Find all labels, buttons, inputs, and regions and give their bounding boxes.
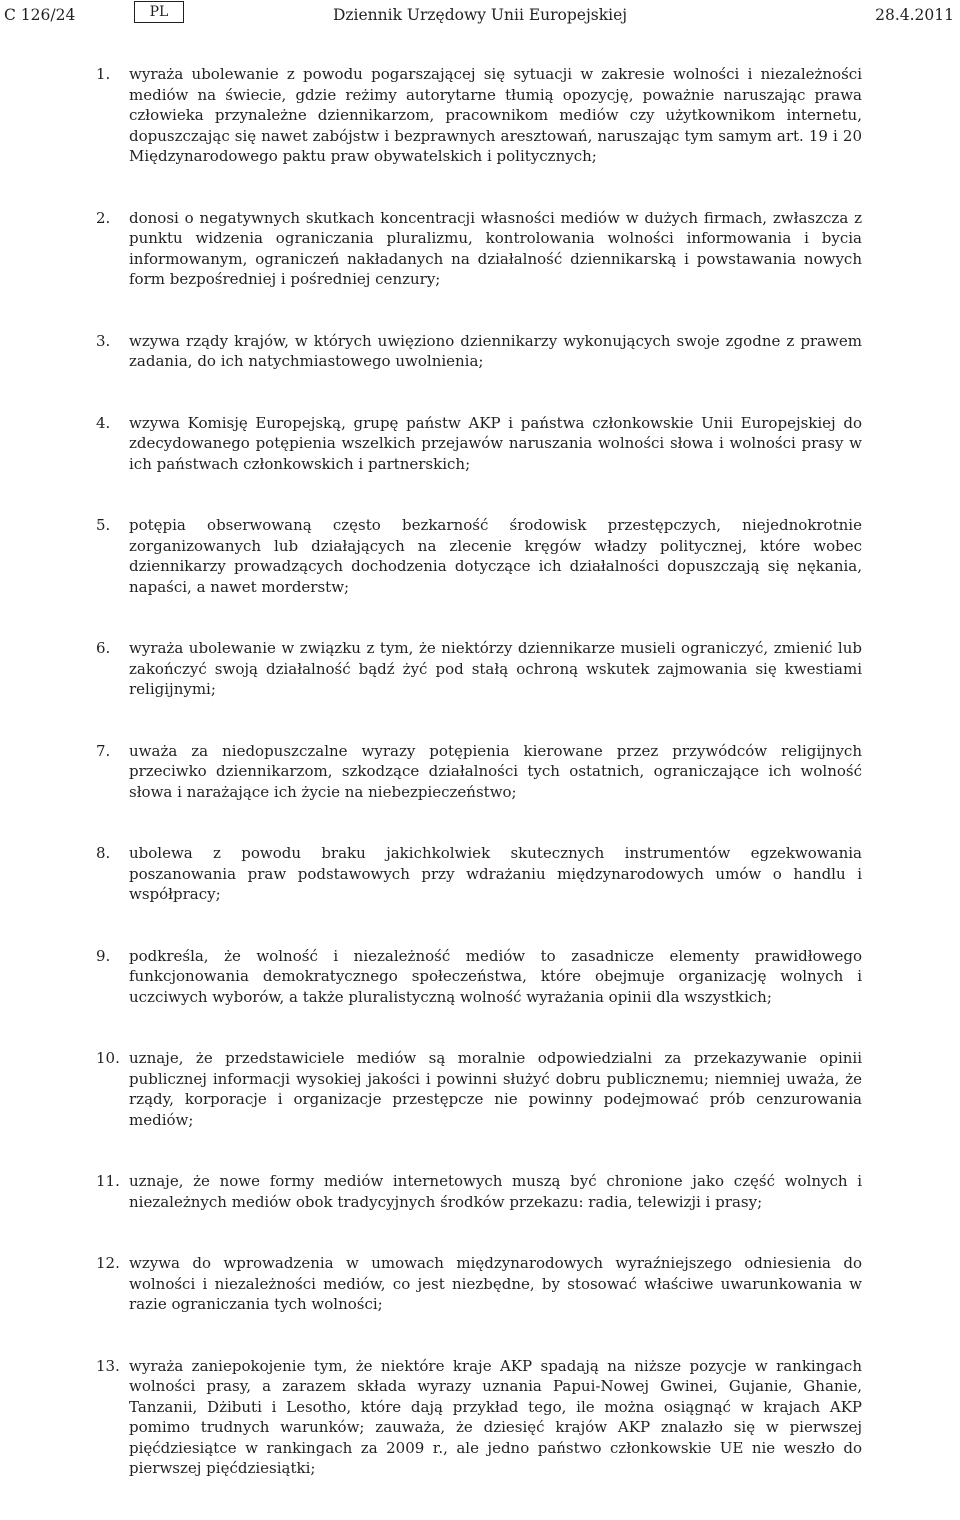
numbered-paragraph [96,1253,862,1315]
numbered-paragraph [96,638,862,700]
paragraph-text: wyraża ubolewanie z powodu pogarszającej się sytuacji w zakresie wolności i niezależności mediów na świecie, gdzie reżimy autorytarne tłumią opozycję, poważnie naruszając prawa człowieka przynależne dziennikarzom, pracownikom mediów czy użytkownikom internetu, dopuszczając się nawet zabójstw i bezprawnych aresztowań, naruszając tym samym art. 19 i 20 Międzynarodowego paktu praw obywatelskich i politycznych; [129,65,862,165]
paragraph-text: uważa za niedopuszczalne wyrazy potępienia kierowane przez przywódców religijnych przeciwko dziennikarzom, szkodzące działalności tych ostatnich, ograniczające ich wolność słowa i narażające ich życie na niebezpieczeństwo; [129,741,862,801]
numbered-paragraph [96,64,862,167]
numbered-paragraph [96,1048,862,1130]
paragraph-number: 9. [96,946,111,965]
page-header [0,0,960,34]
numbered-paragraph [96,946,862,1008]
paragraph-text: wzywa Komisję Europejską, grupę państw AKP i państwa członkowskie Unii Europejskiej do zdecydowanego potępienia wszelkich przejawów naruszania wolności słowa i wolności prasy w ich państwach członkowskich i partnerskich; [129,413,862,473]
paragraph-number: 13. [96,1356,120,1375]
numbered-paragraph [96,515,862,597]
paragraph-text: wyraża zaniepokojenie tym, że niektóre kraje AKP spadają na niższe pozycje w rankingach wolności prasy, a zarazem składa wyrazy uznania Papui-Nowej Gwinei, Gujanie, Ghanie, Tanzanii, Dżibuti i Lesotho, które dają przykład tego, ile można osiągnąć w krajach AKP pomimo trudnych warunków; zauważa, że dziesięć krajów AKP znalazło się w pierwszej pięćdziesiątce w rankingach za 2009 r., ale jedno państwo członkowskie UE nie weszło do pierwszej pięćdziesiątki; [129,1356,862,1477]
publication-date: 28.4.2011 [875,6,954,24]
paragraph-text: donosi o negatywnych skutkach koncentracji własności mediów w dużych firmach, zwłaszcza z punktu widzenia ograniczania pluralizmu, kontrolowania wolności informowania i bycia informowanym, ograniczeń nakładanych na działalność dziennikarską i powstawania nowych form bezpośredniej i pośredniej cenzury; [129,208,862,288]
paragraph-number: 7. [96,741,111,760]
journal-reference: C 126/24 [4,6,76,24]
paragraph-number: 4. [96,413,111,432]
journal-title: Dziennik Urzędowy Unii Europejskiej [332,6,628,24]
paragraph-number: 10. [96,1049,120,1067]
resolution-points [96,64,862,1520]
paragraph-text: potępia obserwowaną często bezkarność środowisk przestępczych, niejednokrotnie zorganizowanych lub działających na zlecenie kręgów władzy politycznej, które wobec dziennikarzy prowadzących dochodzenia dotyczące ich działalności dopuszczają się nękania, napaści, a nawet morderstw; [129,516,862,596]
numbered-paragraph [96,1171,862,1212]
numbered-paragraph [96,1356,862,1479]
paragraph-text: uznaje, że przedstawiciele mediów są moralnie odpowiedzialni za przekazywanie opinii publicznej informacji wysokiej jakości i powinni służyć dobru publicznemu; niemniej uważa, że rządy, korporacje i organizacje przestępcze nie powinny podejmować prób cenzurowania mediów; [129,1049,862,1129]
paragraph-text: wzywa rządy krajów, w których uwięziono dziennikarzy wykonujących swoje zgodne z prawem zadania, do ich natychmiastowego uwolnienia; [129,331,862,370]
paragraph-number: 11. [96,1172,120,1190]
numbered-paragraph [96,208,862,290]
numbered-paragraph [96,413,862,475]
paragraph-number: 1. [96,65,111,83]
paragraph-number: 3. [96,331,111,350]
language-badge: PL [134,1,184,23]
numbered-paragraph [96,331,862,372]
paragraph-text: wyraża ubolewanie w związku z tym, że niektórzy dziennikarze musieli ograniczyć, zmienić lub zakończyć swoją działalność bądź żyć pod stałą ochroną wskutek zajmowania się kwestiami religijnymi; [129,639,862,698]
paragraph-number: 5. [96,516,111,534]
paragraph-text: podkreśla, że wolność i niezależność mediów to zasadnicze elementy prawidłowego funkcjonowania demokratycznego społeczeństwa, które obejmuje organizację wolnych i uczciwych wyborów, a także pluralistyczną wolność wyrażania opinii dla wszystkich; [129,946,862,1006]
paragraph-text: ubolewa z powodu braku jakichkolwiek skutecznych instrumentów egzekwowania poszanowania praw podstawowych przy wdrażaniu międzynarodowych umów o handlu i współpracy; [129,844,862,903]
paragraph-number: 8. [96,844,111,862]
paragraph-number: 2. [96,208,111,227]
paragraph-number: 12. [96,1254,120,1272]
paragraph-text: uznaje, że nowe formy mediów internetowych muszą być chronione jako część wolnych i niezależnych mediów obok tradycyjnych środków przekazu: radia, telewizji i prasy; [129,1172,862,1211]
paragraph-text: wzywa do wprowadzenia w umowach międzynarodowych wyraźniejszego odniesienia do wolności i niezależności mediów, co jest niezbędne, by stosować właściwe uwarunkowania w razie ograniczania tych wolności; [129,1254,862,1313]
numbered-paragraph [96,741,862,803]
numbered-paragraph [96,843,862,905]
paragraph-number: 6. [96,639,111,657]
